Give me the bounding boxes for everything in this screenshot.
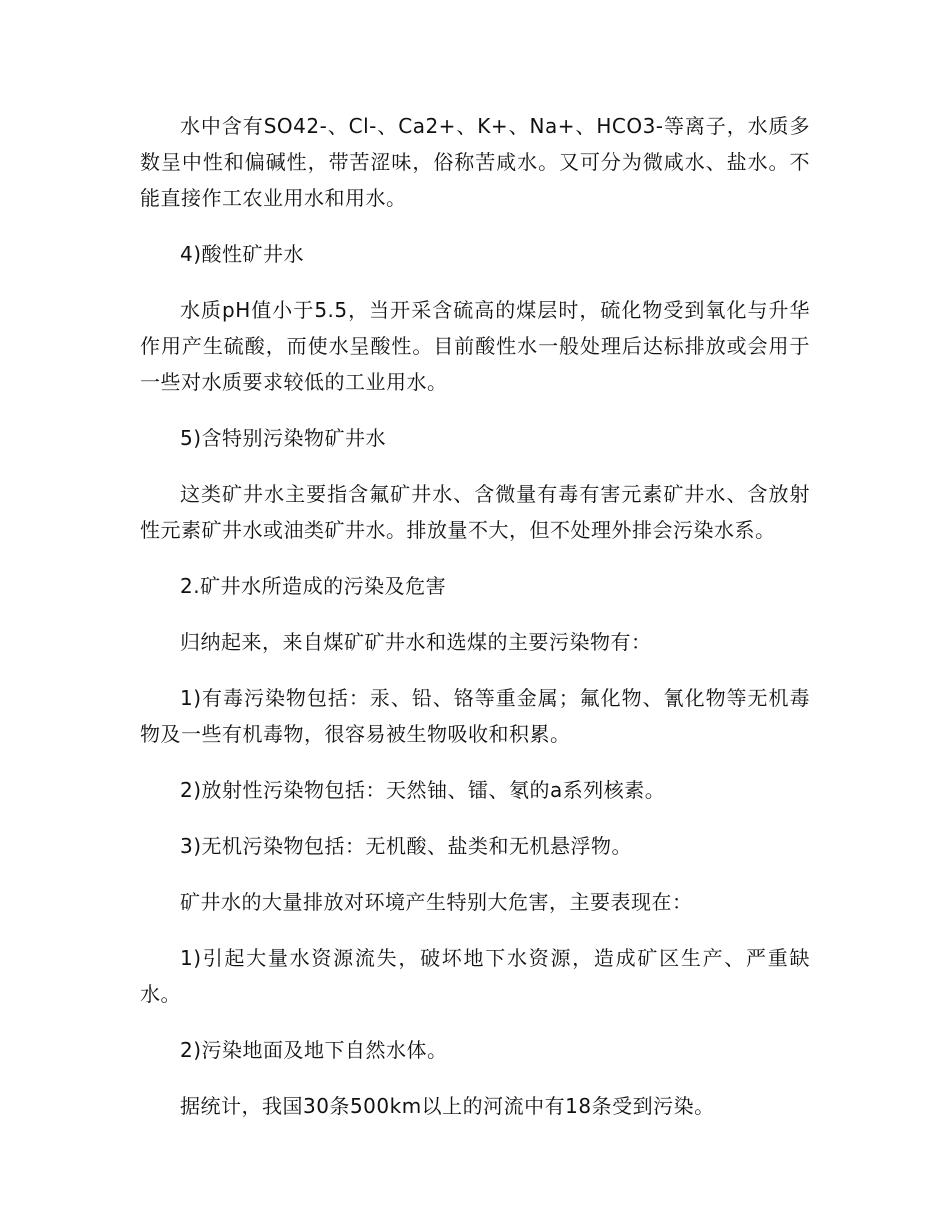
list-item-toxic-pollutants: 1)有毒污染物包括：汞、铅、铬等重金属；氟化物、氰化物等无机毒物及一些有机毒物，很容易被生物吸收和积累。 bbox=[140, 686, 810, 746]
paragraph-hazards-intro: 矿井水的大量排放对环境产生特别大危害，主要表现在： bbox=[180, 890, 693, 914]
heading-pollution-hazards: 2.矿井水所造成的污染及危害 bbox=[180, 574, 447, 598]
document-body bbox=[140, 108, 810, 1144]
list-item-radioactive-pollutants: 2)放射性污染物包括：天然铀、镭、氡的a系列核素。 bbox=[180, 778, 666, 802]
heading-special-pollutant-water: 5)含特别污染物矿井水 bbox=[180, 426, 387, 450]
list-item-inorganic-pollutants: 3)无机污染物包括：无机酸、盐类和无机悬浮物。 bbox=[180, 834, 633, 858]
heading-acidic-mine-water: 4)酸性矿井水 bbox=[180, 242, 305, 266]
paragraph-statistics: 据统计，我国30条500km以上的河流中有18条受到污染。 bbox=[180, 1094, 715, 1118]
paragraph-special-pollutant-water: 这类矿井水主要指含氟矿井水、含微量有毒有害元素矿井水、含放射性元素矿井水或油类矿井水。排放量不大，但不处理外排会污染水系。 bbox=[140, 482, 810, 542]
list-item-water-pollution: 2)污染地面及地下自然水体。 bbox=[180, 1038, 448, 1062]
paragraph-pollutants-intro: 归纳起来，来自煤矿矿井水和选煤的主要污染物有： bbox=[180, 630, 652, 654]
paragraph-acidic-mine-water: 水质pH值小于5.5，当开采含硫高的煤层时，硫化物受到氧化与升华作用产生硫酸，而使水呈酸性。目前酸性水一般处理后达标排放或会用于一些对水质要求较低的工业用水。 bbox=[140, 298, 810, 394]
paragraph-saline-water: 水中含有SO42-、Cl-、Ca2+、K+、Na+、HCO3-等离子，水质多数呈中性和偏碱性，带苦涩味，俗称苦咸水。又可分为微咸水、盐水。不能直接作工农业用水和用水。 bbox=[140, 114, 810, 210]
list-item-water-loss: 1)引起大量水资源流失，破坏地下水资源，造成矿区生产、严重缺水。 bbox=[140, 946, 810, 1006]
